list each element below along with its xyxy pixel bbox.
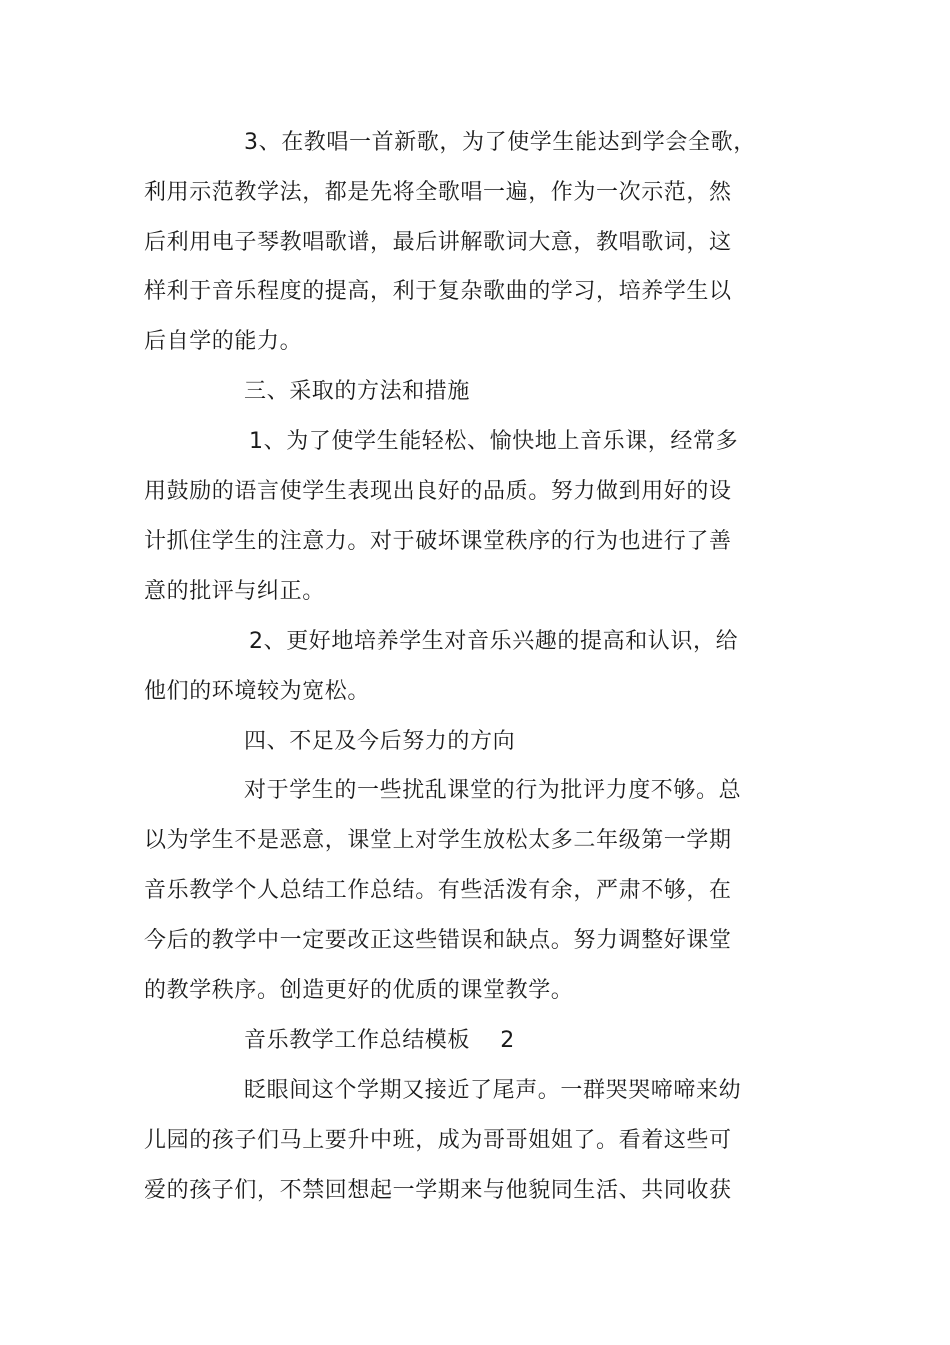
paragraph-line: 样利于音乐程度的提高，利于复杂歌曲的学习，培养学生以 bbox=[144, 279, 732, 304]
section-heading: 四、不足及今后努力的方向 bbox=[244, 729, 516, 754]
paragraph-line: 计抓住学生的注意力。对于破坏课堂秩序的行为也进行了善 bbox=[144, 529, 732, 554]
paragraph-line: 利用示范教学法，都是先将全歌唱一遍，作为一次示范，然 bbox=[144, 180, 732, 205]
paragraph-line: 以为学生不是恶意，课堂上对学生放松太多二年级第一学期 bbox=[144, 828, 732, 853]
paragraph-line: 意的批评与纠正。 bbox=[144, 579, 325, 604]
paragraph-line: 今后的教学中一定要改正这些错误和缺点。努力调整好课堂 bbox=[144, 928, 732, 953]
paragraph-line: 后自学的能力。 bbox=[144, 329, 303, 354]
section-heading: 三、采取的方法和措施 bbox=[244, 379, 471, 404]
paragraph-line: 儿园的孩子们马上要升中班，成为哥哥姐姐了。看着这些可 bbox=[144, 1128, 732, 1153]
paragraph-line: 3、在教唱一首新歌，为了使学生能达到学会全歌， bbox=[244, 130, 756, 155]
paragraph-line: 眨眼间这个学期又接近了尾声。一群哭哭啼啼来幼 bbox=[244, 1078, 742, 1103]
paragraph-line: 后利用电子琴教唱歌谱，最后讲解歌词大意，教唱歌词，这 bbox=[144, 230, 732, 255]
paragraph-line: 爱的孩子们，不禁回想起一学期来与他貌同生活、共同收获 bbox=[144, 1178, 732, 1203]
paragraph-line: 音乐教学个人总结工作总结。有些活泼有余，严肃不够，在 bbox=[144, 878, 732, 903]
paragraph-line: 2、更好地培养学生对音乐兴趣的提高和认识，给 bbox=[249, 629, 739, 654]
paragraph-line: 对于学生的一些扰乱课堂的行为批评力度不够。总 bbox=[244, 778, 742, 803]
paragraph-line: 1、为了使学生能轻松、愉快地上音乐课，经常多 bbox=[249, 429, 739, 454]
paragraph-line: 用鼓励的语言使学生表现出良好的品质。努力做到用好的设 bbox=[144, 479, 732, 504]
paragraph-line: 的教学秩序。创造更好的优质的课堂教学。 bbox=[144, 978, 574, 1003]
paragraph-line: 他们的环境较为宽松。 bbox=[144, 679, 371, 704]
section-title: 音乐教学工作总结模板 2 bbox=[244, 1028, 515, 1053]
